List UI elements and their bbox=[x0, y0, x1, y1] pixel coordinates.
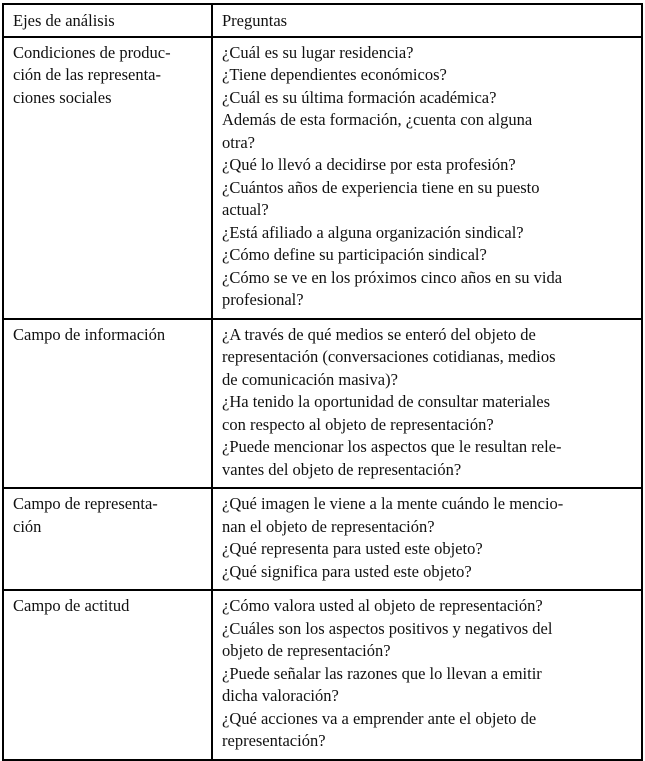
question-line: ¿Qué imagen le viene a la mente cuándo le mencio- bbox=[222, 494, 564, 513]
question-line: con respecto al objeto de representación? bbox=[222, 414, 494, 434]
axis-cell bbox=[3, 488, 212, 590]
question-line: ¿A través de qué medios se enteró del objeto de bbox=[222, 324, 536, 344]
question-line: ¿Ha tenido la oportunidad de consultar materiales bbox=[222, 392, 551, 411]
question-line: ¿Puede mencionar los aspectos que le resultan rele- bbox=[222, 437, 562, 456]
axis-label-line: Campo de actitud bbox=[13, 596, 130, 615]
question-line: objeto de representación? bbox=[222, 641, 391, 660]
axis-cell bbox=[3, 590, 212, 760]
question-line: ¿Cómo define su participación sindical? bbox=[222, 245, 487, 264]
question-line: ¿Cuál es su lugar residencia? bbox=[222, 42, 414, 62]
question-line: otra? bbox=[222, 132, 255, 152]
question-line: ¿Qué representa para usted este objeto? bbox=[222, 539, 483, 558]
row-representation-field bbox=[3, 488, 642, 590]
axis-label-line: ción de las representa- bbox=[13, 65, 161, 84]
table-header-row bbox=[3, 4, 642, 37]
axis-cell bbox=[3, 37, 212, 319]
question-line: ¿Qué significa para usted este objeto? bbox=[222, 561, 472, 581]
question-line: ¿Qué acciones va a emprender ante el objeto de bbox=[222, 708, 537, 728]
row-production-conditions bbox=[3, 37, 642, 319]
analysis-questions-table bbox=[2, 3, 643, 761]
axis-label-line: ción bbox=[13, 516, 42, 536]
question-line: ¿Está afiliado a alguna organización sindical? bbox=[222, 222, 524, 242]
question-line: representación (conversaciones cotidianas, medios bbox=[222, 347, 556, 366]
axis-label-line: Condiciones de produc- bbox=[13, 42, 171, 62]
question-line: ¿Qué lo llevó a decidirse por esta profesión? bbox=[222, 155, 516, 174]
question-line: ¿Tiene dependientes económicos? bbox=[222, 65, 447, 84]
axis-label-line: Campo de representa- bbox=[13, 494, 158, 513]
question-line: vantes del objeto de representación? bbox=[222, 459, 462, 479]
question-line: dicha valoración? bbox=[222, 686, 339, 705]
question-line: profesional? bbox=[222, 290, 304, 309]
row-information-field bbox=[3, 319, 642, 489]
question-line: de comunicación masiva)? bbox=[222, 369, 398, 389]
question-line: ¿Cuáles son los aspectos positivos y negativos del bbox=[222, 618, 553, 638]
question-line: ¿Cómo valora usted al objeto de representación? bbox=[222, 596, 543, 615]
axis-label-line: Campo de información bbox=[13, 324, 166, 344]
question-line: nan el objeto de representación? bbox=[222, 516, 435, 536]
questions-cell bbox=[212, 319, 642, 489]
row-attitude-field bbox=[3, 590, 642, 760]
question-line: ¿Cuántos años de experiencia tiene en su puesto bbox=[222, 177, 540, 197]
table-body bbox=[3, 37, 642, 760]
header-questions: Preguntas bbox=[212, 4, 642, 37]
question-line: ¿Puede señalar las razones que lo llevan a emitir bbox=[222, 663, 542, 683]
questions-cell bbox=[212, 488, 642, 590]
axis-label-line: ciones sociales bbox=[13, 87, 112, 107]
question-line: ¿Cuál es su última formación académica? bbox=[222, 87, 497, 107]
questions-cell bbox=[212, 590, 642, 760]
question-line: Además de esta formación, ¿cuenta con alguna bbox=[222, 110, 533, 129]
questions-cell bbox=[212, 37, 642, 319]
header-axes: Ejes de análisis bbox=[3, 4, 212, 37]
question-line: actual? bbox=[222, 200, 269, 219]
question-line: ¿Cómo se ve en los próximos cinco años en su vida bbox=[222, 267, 563, 287]
axis-cell bbox=[3, 319, 212, 489]
question-line: representación? bbox=[222, 731, 326, 750]
